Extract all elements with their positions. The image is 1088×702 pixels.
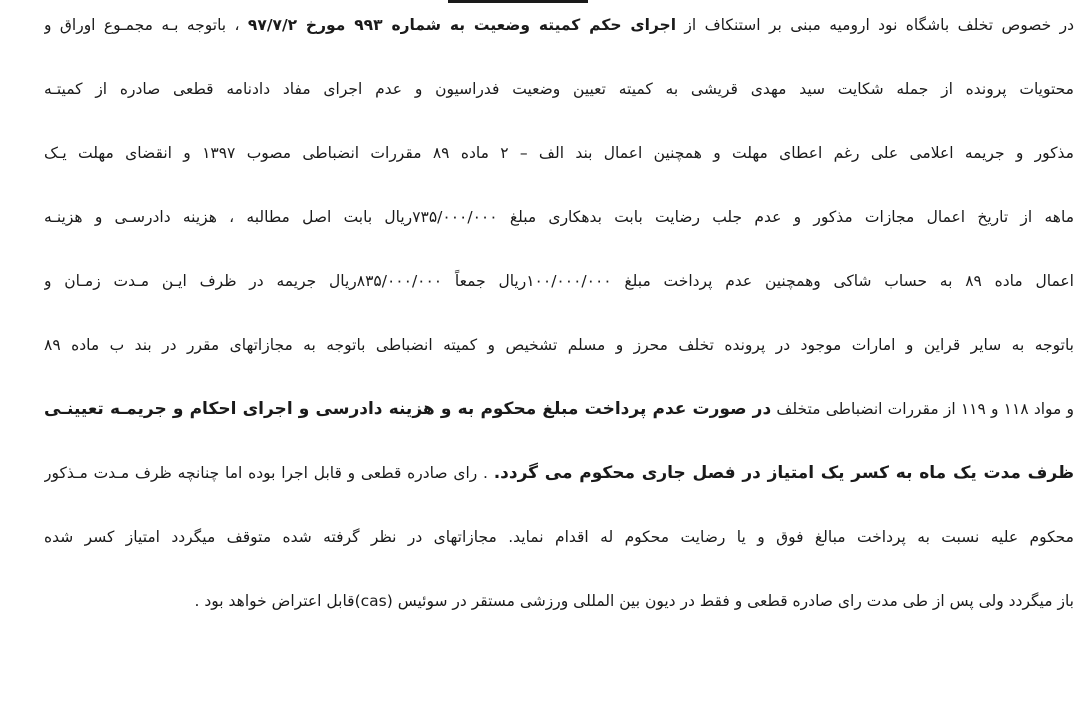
text-line-3 [44,138,1074,202]
text-line-5 [44,266,1074,330]
line-text: اعمال ماده ۸۹ به حساب شاکی وهمچنین عدم پرداخت مبلغ ۱۰۰/۰۰۰/۰۰۰ریال جمعاً ۸۳۵/۰۰۰/۰۰۰ریال جریمه در ظرف ایـن مـدت زمـان و [44,272,1074,290]
text-line-8 [44,458,1074,522]
line-text: محتویات پرونده از جمله شکایت سید مهدی قریشی به کمیته تعیین وضعیت فدراسیون و عدم اجرای مفاد دادنامه قطعی صادره از کمیتـه [44,80,1074,98]
text-line-4 [44,202,1074,266]
line-text: و مواد ۱۱۸ و ۱۱۹ از مقررات انضباطی متخلف [771,400,1074,418]
line-text: ماهه از تاریخ اعمال مجازات مذکور و عدم جلب رضایت بابت بدهکاری مبلغ ۷۳۵/۰۰۰/۰۰۰ریال بابت اصل مطالبه ، هزینه دادرسـی و هزینـه [44,208,1074,226]
line-text: محکوم علیه نسبت به پرداخت مبالغ فوق و یا رضایت محکوم له اقدام نماید. مجازاتهای در نظر گرفته شده متوقف میگردد امتیاز کسر شده [44,528,1074,546]
line-bold-text: ظرف مدت یک ماه به کسر یک امتیاز در فصل جاری محکوم می گردد. [493,463,1074,483]
line-bold-text: در صورت عدم پرداخت مبلغ محکوم به و هزینه دادرسی و اجرای احکام و جریمـه تعیینـی [44,399,772,419]
line-text: مذکور و جریمه اعلامی علی رغم اعطای مهلت و همچنین اعمال بند الف – ۲ ماده ۸۹ مقررات انضباطی مصوب ۱۳۹۷ و انقضای مهلت یـک [44,144,1074,162]
text-line-6 [44,330,1074,394]
verdict-text [44,10,1074,650]
heading-underline [448,0,588,3]
line-text: در خصوص تخلف باشگاه نود ارومیه مبنی بر استنکاف از [676,16,1074,34]
line-text: باتوجه به سایر قراین و امارات موجود در پرونده تخلف محرز و مسلم تشخیص و کمیته انضباطی باتوجه به مجازاتهای مقرر در بند ب ماده ۸۹ [44,336,1074,354]
line-text: ، باتوجه بـه مجمـوع اوراق و [44,16,248,34]
line-bold-text: اجرای حکم کمیته وضعیت به شماره ۹۹۳ مورخ ۹۷/۷/۲ [247,16,677,34]
line-text: باز میگردد ولی پس از طی مدت رای صادره قطعی و فقط در دیون بین المللی ورزشی مستقر در سوئیس (cas)قابل اعتراض خواهد بود . [194,592,1074,610]
text-line-2 [44,74,1074,138]
text-line-7 [44,394,1074,458]
line-text: . رای صادره قطعی و قابل اجرا بوده اما چنانچه ظرف مـدت مـذکور [44,464,494,482]
text-line-10 [44,586,1074,650]
text-line-1 [44,10,1074,74]
text-line-9 [44,522,1074,586]
